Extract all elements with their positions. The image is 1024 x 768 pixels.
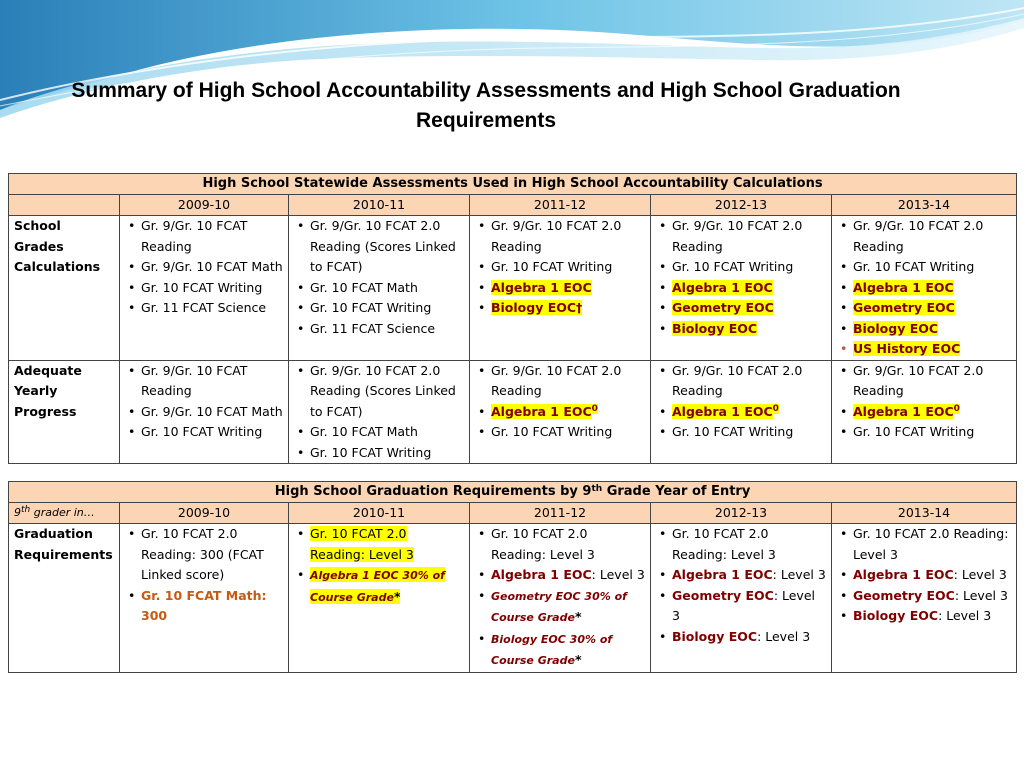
list-item: [672, 319, 826, 340]
cell-list: [475, 361, 645, 443]
list-item: [672, 361, 826, 402]
item-text: Gr. 9/Gr. 10 FCAT 2.0 Reading: [853, 218, 984, 254]
header-text-end: Grade Year of Entry: [602, 484, 751, 499]
list-item: [310, 422, 464, 443]
item-text: Algebra 1 EOC: [672, 279, 773, 295]
year-header: 2012-13: [651, 195, 832, 216]
item-text: Gr. 9/Gr. 10 FCAT 2.0 Reading: [491, 362, 622, 398]
corner-text: 9: [14, 506, 21, 519]
list-item: [310, 524, 464, 565]
item-wrap: [491, 588, 627, 625]
table-cell: [470, 524, 651, 673]
row-label: Graduation Requirements: [9, 524, 120, 673]
item-wrap: [310, 567, 445, 604]
list-item: [853, 319, 1011, 340]
item-text: Gr. 10 FCAT Writing: [310, 444, 432, 460]
list-item: [491, 422, 645, 443]
list-item: [672, 298, 826, 319]
table-cell: [651, 360, 832, 464]
item-italic: Geometry EOC 30% of Course Grade: [491, 589, 627, 624]
item-text: Gr. 9/Gr. 10 FCAT 2.0 Reading (Scores Linked to FCAT): [310, 218, 456, 274]
table-row: [9, 524, 1017, 673]
item-text: Gr. 10 FCAT Writing: [310, 300, 432, 315]
list-item: [853, 278, 1011, 299]
item-text: Geometry EOC: [672, 300, 774, 315]
item-text: Gr. 9/Gr. 10 FCAT Math: [141, 403, 283, 419]
item-text: Gr. 10 FCAT 2.0 Reading: Level 3: [310, 526, 414, 562]
cell-list: [294, 524, 464, 608]
item-bold: Biology EOC: [853, 608, 939, 623]
table-cell: [120, 360, 289, 464]
item-bold: Algebra 1 EOC: [672, 567, 773, 582]
list-item: [672, 524, 826, 565]
item-text: Gr. 10 FCAT 2.0 Reading: Level 3: [853, 526, 1009, 562]
corner-cell: [9, 503, 120, 524]
item-text: Gr. 9/Gr. 10 FCAT Reading: [141, 362, 248, 398]
item-text: Gr. 11 FCAT Science: [141, 300, 267, 315]
list-item: [853, 565, 1011, 586]
table-cell: [470, 216, 651, 361]
list-item: [310, 278, 464, 299]
item-text: Gr. 10 FCAT Writing: [672, 424, 794, 439]
corner-sup: th: [21, 505, 31, 515]
item-text: Algebra 1 EOC: [853, 279, 954, 295]
list-item: [310, 361, 464, 423]
cell-list: [475, 216, 645, 319]
corner-cell: [9, 195, 120, 216]
list-item: [491, 298, 645, 319]
item-text: Gr. 10 FCAT Writing: [141, 279, 263, 295]
item-rest: : Level 3: [591, 567, 645, 582]
list-item: [672, 586, 826, 627]
year-header: 2013-14: [832, 195, 1017, 216]
item-text: Biology EOC†: [491, 300, 583, 315]
item-text: Gr. 10 FCAT 2.0 Reading: Level 3: [672, 526, 776, 562]
cell-list: [656, 524, 826, 647]
item-text: Gr. 10 FCAT Writing: [853, 259, 975, 274]
accountability-table: [8, 173, 1017, 464]
list-item: [672, 565, 826, 586]
corner-text-end: grader in…: [30, 506, 95, 519]
list-item: [672, 216, 826, 257]
list-item: [141, 524, 283, 586]
list-item: [491, 565, 645, 586]
list-item: [672, 627, 826, 648]
list-item: [853, 216, 1011, 257]
header-sup: th: [591, 484, 603, 494]
item-text: Gr. 10 FCAT Writing: [672, 259, 794, 274]
table-cell: [470, 360, 651, 464]
list-item: [853, 586, 1011, 607]
list-item: [491, 361, 645, 402]
item-text: Gr. 9/Gr. 10 FCAT 2.0 Reading: [853, 362, 984, 398]
cell-list: [656, 216, 826, 339]
list-item: [853, 524, 1011, 565]
item-text: Gr. 10 FCAT Math: [310, 279, 418, 295]
item-italic: Biology EOC 30% of Course Grade: [491, 632, 613, 667]
item-text: Gr. 10 FCAT Writing: [491, 259, 613, 274]
table-row: [9, 216, 1017, 361]
page-title: Summary of High School Accountability Assessments and High School Graduation Requirements: [71, 79, 901, 132]
list-item: [141, 257, 283, 278]
list-item: [141, 361, 283, 402]
list-item: [310, 319, 464, 340]
item-text: Gr. 9/Gr. 10 FCAT Reading: [141, 218, 248, 254]
item-rest: : Level 3: [953, 567, 1007, 582]
table-cell: [651, 524, 832, 673]
table-cell: [832, 360, 1017, 464]
list-item: [491, 586, 645, 629]
item-text: Gr. 10 FCAT Writing: [491, 424, 613, 439]
item-italic: Algebra 1 EOC 30% of Course Grade: [310, 569, 445, 604]
item-sup: 0: [953, 403, 960, 414]
list-item: [491, 257, 645, 278]
list-item: [672, 422, 826, 443]
list-item: [853, 422, 1011, 443]
footnote-mark: *: [574, 609, 582, 624]
list-item: [672, 257, 826, 278]
list-item: [853, 606, 1011, 627]
list-item: [491, 216, 645, 257]
table-header: [9, 482, 1017, 503]
item-rest: : Level 3: [954, 587, 1008, 603]
list-item: [141, 216, 283, 257]
year-header: 2009-10: [120, 503, 289, 524]
item-rest: : Level 3: [772, 567, 826, 582]
row-label: Adequate Yearly Progress: [9, 360, 120, 464]
table-cell: [120, 524, 289, 673]
cell-list: [837, 361, 1011, 443]
header-text: High School Graduation Requirements by 9: [274, 484, 592, 499]
list-item: [310, 565, 464, 608]
item-text: Gr. 10 FCAT Writing: [853, 424, 975, 439]
item-bold: Biology EOC: [672, 628, 758, 644]
item-sup: 0: [772, 403, 779, 414]
item-text: Biology EOC: [853, 320, 939, 336]
table-cell: [832, 524, 1017, 673]
list-item: [491, 402, 645, 423]
year-header: 2011-12: [470, 503, 651, 524]
year-header: 2010-11: [289, 503, 470, 524]
item-text: Algebra 1 EOC: [853, 403, 954, 419]
list-item: [491, 629, 645, 672]
graduation-table: [8, 481, 1017, 673]
cell-list: [837, 216, 1011, 360]
list-item: [491, 524, 645, 565]
item-text: US History EOC: [853, 341, 961, 356]
year-header: 2010-11: [289, 195, 470, 216]
item-text: Gr. 9/Gr. 10 FCAT Math: [141, 259, 283, 274]
item-text: Gr. 10 FCAT 2.0 Reading: Level 3: [491, 526, 595, 562]
list-item: [141, 298, 283, 319]
list-item: [853, 339, 1011, 360]
list-item: [310, 443, 464, 464]
list-item: [672, 278, 826, 299]
cell-list: [294, 361, 464, 464]
list-item: [141, 586, 283, 627]
year-header: 2011-12: [470, 195, 651, 216]
item-text: Geometry EOC: [853, 300, 955, 315]
year-header: 2009-10: [120, 195, 289, 216]
item-text: Algebra 1 EOC: [672, 403, 773, 419]
item-text: Gr. 9/Gr. 10 FCAT 2.0 Reading: [491, 218, 622, 254]
table-header: High School Statewide Assessments Used in High School Accountability Calculations: [9, 174, 1017, 195]
cell-list: [475, 524, 645, 672]
cell-list: [125, 361, 283, 443]
item-bold: Geometry EOC: [672, 587, 774, 603]
footnote-mark: *: [574, 652, 582, 667]
table-cell: [651, 216, 832, 361]
list-item: [141, 402, 283, 423]
item-rest: : Level 3: [757, 628, 811, 644]
cell-list: [125, 216, 283, 319]
item-text: Algebra 1 EOC: [491, 279, 592, 295]
item-text: Gr. 9/Gr. 10 FCAT 2.0 Reading: [672, 218, 803, 254]
table-cell: [832, 216, 1017, 361]
list-item: [310, 298, 464, 319]
list-item: [853, 257, 1011, 278]
year-header: 2013-14: [832, 503, 1017, 524]
item-rest: : Level 3: [672, 587, 815, 623]
item-text: Algebra 1 EOC: [491, 403, 592, 419]
row-label: School Grades Calculations: [9, 216, 120, 361]
cell-list: [125, 524, 283, 627]
item-bold: Geometry EOC: [853, 587, 955, 603]
item-rest: : Level 3: [938, 608, 992, 623]
item-text: Gr. 9/Gr. 10 FCAT 2.0 Reading: [672, 362, 803, 398]
list-item: [853, 298, 1011, 319]
list-item: [853, 361, 1011, 402]
table-cell: [289, 524, 470, 673]
item-text: Gr. 11 FCAT Science: [310, 320, 436, 336]
item-text: Gr. 10 FCAT Math: 300: [141, 587, 267, 623]
table-cell: [289, 360, 470, 464]
item-text: Gr. 10 FCAT Math: [310, 424, 418, 439]
table-cell: [120, 216, 289, 361]
item-wrap: [491, 631, 612, 668]
list-item: [141, 422, 283, 443]
list-item: [141, 278, 283, 299]
year-header: 2012-13: [651, 503, 832, 524]
item-text: Gr. 10 FCAT Writing: [141, 424, 263, 439]
table-row: [9, 360, 1017, 464]
item-text: Biology EOC: [672, 320, 758, 336]
cell-list: [837, 524, 1011, 627]
list-item: [853, 402, 1011, 423]
item-sup: 0: [591, 403, 598, 414]
item-text: Gr. 9/Gr. 10 FCAT 2.0 Reading (Scores Linked to FCAT): [310, 362, 456, 419]
cell-list: [294, 216, 464, 339]
cell-list: [656, 361, 826, 443]
list-item: [310, 216, 464, 278]
list-item: [672, 402, 826, 423]
table-cell: [289, 216, 470, 361]
item-text: Gr. 10 FCAT 2.0 Reading: 300 (FCAT Linked score): [141, 526, 264, 582]
item-bold: Algebra 1 EOC: [491, 567, 592, 582]
list-item: [491, 278, 645, 299]
footnote-mark: *: [393, 588, 401, 604]
item-bold: Algebra 1 EOC: [853, 567, 954, 582]
